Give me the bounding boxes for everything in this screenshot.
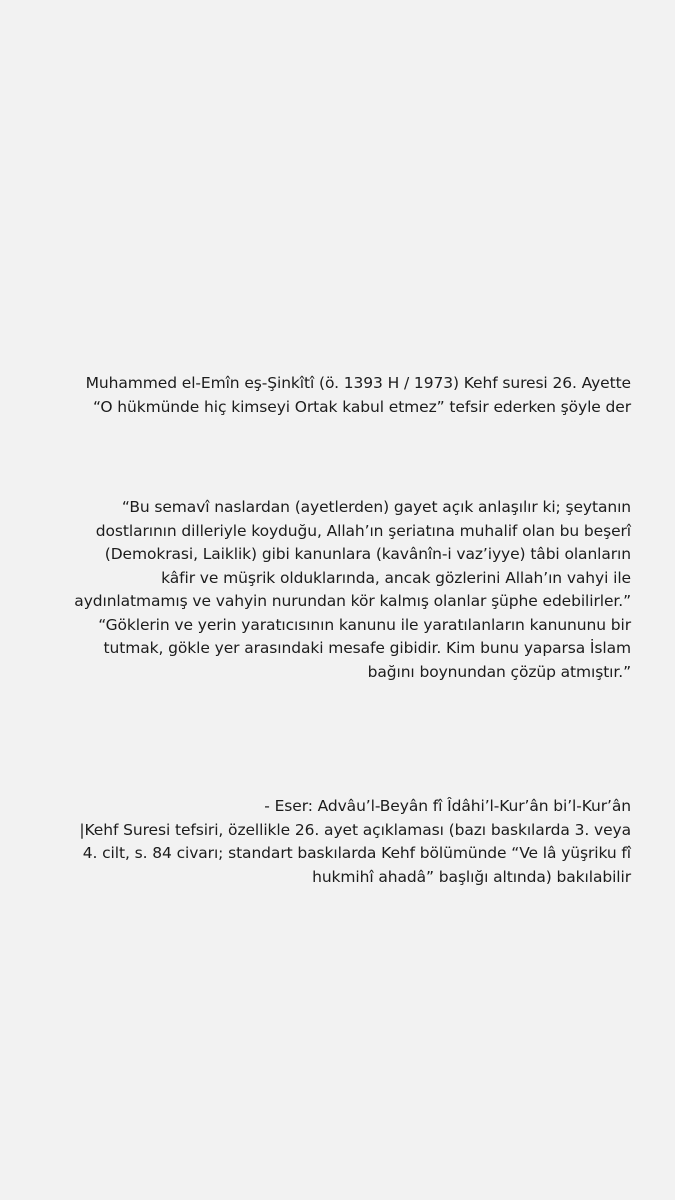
intro-line: “O hükmünde hiç kimseyi Ortak kabul etmez” tefsir ederken şöyle der: [92, 397, 631, 416]
intro-paragraph: [86, 372, 631, 419]
quote-line: dostlarının dilleriyle koyduğu, Allah’ın şeriatına muhalif olan bu beşerî: [95, 521, 631, 540]
quote-line: bağını boynundan çözüp atmıştır.”: [367, 662, 631, 681]
source-line: - Eser: Advâu’l-Beyân fî Îdâhi’l-Kur’ân bi’l-Kur’ân: [264, 797, 631, 815]
quote-line: aydınlatmamış ve vahyin nurundan kör kalmış olanlar şüphe edebilirler.”: [74, 592, 631, 610]
intro-line: Muhammed el-Emîn eş-Şinkîtî (ö. 1393 H / 1973) Kehf suresi 26. Ayette: [85, 374, 631, 392]
quote-line: “Göklerin ve yerin yaratıcısının kanunu ile yaratılanların kanununu bir: [98, 615, 631, 634]
quote-line: kâfir ve müşrik olduklarında, ancak gözlerini Allah’ın vahyi ile: [161, 568, 631, 587]
quote-paragraph: [74, 496, 631, 684]
source-citation: [79, 795, 631, 889]
quote-line: “Bu semavî naslardan (ayetlerden) gayet açık anlaşılır ki; şeytanın: [121, 498, 631, 516]
quote-line: (Demokrasi, Laiklik) gibi kanunlara (kavânîn-i vaz’iyye) tâbi olanların: [104, 545, 631, 563]
quote-line: tutmak, gökle yer arasındaki mesafe gibidir. Kim bunu yaparsa İslam: [103, 639, 631, 657]
source-line: |Kehf Suresi tefsiri, özellikle 26. ayet açıklaması (bazı baskılarda 3. veya: [79, 820, 631, 839]
source-line: 4. cilt, s. 84 civarı; standart baskılarda Kehf bölümünde “Ve lâ yüşriku fî: [82, 844, 631, 862]
source-line: hukmihî ahadâ” başlığı altında) bakılabilir: [312, 867, 631, 886]
